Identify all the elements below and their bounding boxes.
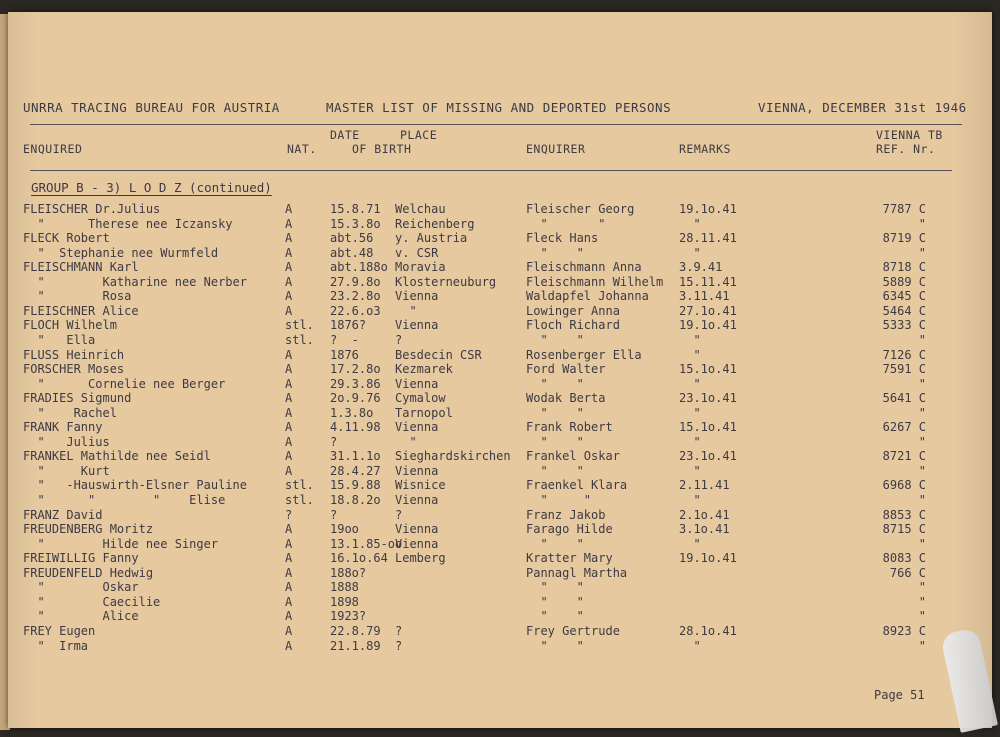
entry-remarks: 28.11.41: [679, 231, 737, 246]
entry-place: Vienna: [395, 522, 439, 537]
entry-name: " Hilde nee Singer: [23, 536, 219, 551]
table-row: [8, 566, 992, 581]
entry-place: Kezmarek: [395, 362, 453, 377]
entry-enquirer: Ford Walter: [526, 362, 606, 377]
entry-name: " Stephanie nee Wurmfeld: [23, 245, 219, 260]
entry-nat: A: [285, 362, 293, 377]
entry-remarks: 23.1o.41: [679, 449, 737, 464]
entry-date: 17.2.8o: [330, 362, 381, 377]
col-ref-2: REF. Nr.: [876, 142, 936, 156]
entry-enquirer: " ": [526, 463, 584, 478]
entry-nat: A: [285, 522, 293, 537]
entry-place: ?: [395, 507, 403, 522]
entry-remarks: 28.1o.41: [679, 623, 737, 638]
entry-name: " " " Elise: [23, 493, 226, 507]
entry-enquirer: " ": [526, 405, 584, 420]
entry-date: ?: [330, 434, 338, 449]
entry-place: Vienna: [395, 493, 439, 507]
entry-nat: ?: [285, 507, 293, 522]
entry-ref: ": [918, 376, 926, 391]
entry-place: Vienna: [395, 289, 439, 304]
entry-date: 15.3.8o: [330, 216, 381, 231]
col-place: PLACE: [400, 128, 438, 142]
entry-enquirer: Kratter Mary: [526, 551, 613, 566]
entry-enquirer: Pannagl Martha: [526, 565, 628, 580]
entry-name: FRANK Fanny: [23, 420, 103, 435]
entry-ref: 7787 C: [882, 202, 926, 216]
header-rule: [30, 124, 962, 125]
entry-place: Vienna: [395, 318, 439, 333]
entry-name: " Irma: [23, 638, 89, 653]
entry-ref: 5641 C: [882, 391, 926, 406]
entry-nat: A: [285, 347, 293, 362]
entry-place: Wisnice: [395, 478, 446, 493]
entry-ref: 8083 C: [882, 551, 926, 566]
entry-place: y. Austria: [395, 231, 468, 246]
entry-date: 1876?: [330, 318, 367, 333]
entry-date: 28.4.27: [330, 463, 381, 478]
entry-enquirer: " ": [526, 332, 584, 347]
entry-nat: A: [285, 303, 293, 318]
table-row: [8, 537, 992, 552]
entry-enquirer: " ": [526, 609, 584, 624]
document-page: [8, 12, 992, 728]
entry-nat: A: [285, 565, 293, 580]
col-remarks: REMARKS: [679, 142, 731, 156]
entry-remarks: ": [679, 347, 701, 362]
entry-name: " Kurt: [23, 463, 110, 478]
entry-name: FLEISCHMANN Karl: [23, 260, 139, 275]
table-row: [8, 522, 992, 537]
entry-date: 22.6.o3: [330, 303, 381, 318]
entry-place: Moravia: [395, 260, 446, 275]
entry-name: FORSCHER Moses: [23, 362, 125, 377]
entry-name: " Oskar: [23, 580, 139, 595]
entry-remarks: ": [679, 434, 701, 449]
table-row: [8, 464, 992, 479]
entry-name: FREY Eugen: [23, 623, 96, 638]
table-row: [8, 435, 992, 450]
col-ref-1: VIENNA TB: [876, 128, 943, 142]
entry-remarks: 3.11.41: [679, 289, 730, 304]
entry-remarks: 19.1o.41: [679, 551, 737, 566]
entry-ref: ": [918, 609, 926, 624]
header-date: VIENNA, DECEMBER 31st 1946: [758, 100, 967, 115]
entry-ref: 8721 C: [882, 449, 926, 464]
entry-ref: ": [918, 638, 926, 653]
entry-enquirer: " ": [526, 376, 584, 391]
entry-date: 13.1.85-oo: [330, 536, 403, 551]
entry-enquirer: Franz Jakob: [526, 507, 606, 522]
entry-ref: ": [918, 493, 926, 507]
entry-nat: A: [285, 405, 293, 420]
entry-remarks: 3.9.41: [679, 260, 723, 275]
entry-nat: A: [285, 260, 293, 275]
entry-date: ?: [330, 507, 338, 522]
entry-name: " Caecilie: [23, 594, 161, 609]
entry-ref: 8719 C: [882, 231, 926, 246]
table-row: [8, 318, 992, 333]
entry-name: " Alice: [23, 609, 139, 624]
entry-nat: A: [285, 463, 293, 478]
entry-remarks: 15.11.41: [679, 274, 737, 289]
entry-place: Vienna: [395, 463, 439, 478]
table-row: [8, 551, 992, 566]
entry-enquirer: Lowinger Anna: [526, 303, 620, 318]
entry-nat: A: [285, 434, 293, 449]
entry-nat: A: [285, 376, 293, 391]
entry-date: 1898: [330, 594, 359, 609]
entry-name: " Ella: [23, 332, 96, 347]
entry-ref: 6968 C: [882, 478, 926, 493]
entry-name: " Therese nee Iczansky: [23, 216, 233, 231]
table-row: [8, 624, 992, 639]
entry-ref: ": [918, 463, 926, 478]
table-row: [8, 377, 992, 392]
entry-date: 15.8.71: [330, 202, 381, 216]
entry-date: 1876: [330, 347, 359, 362]
entry-remarks: 27.1o.41: [679, 303, 737, 318]
table-row: [8, 246, 992, 261]
table-row: [8, 609, 992, 624]
entry-nat: A: [285, 551, 293, 566]
entry-enquirer: Waldapfel Johanna: [526, 289, 649, 304]
entry-remarks: 19.1o.41: [679, 202, 737, 216]
entry-date: 16.1o.64: [330, 551, 388, 566]
entry-nat: A: [285, 536, 293, 551]
entry-remarks: ": [679, 405, 701, 420]
entry-date: 1888: [330, 580, 359, 595]
entry-name: FREUDENFELD Hedwig: [23, 565, 154, 580]
entry-ref: 7126 C: [882, 347, 926, 362]
col-of-birth: OF BIRTH: [352, 142, 412, 156]
entry-ref: ": [918, 216, 926, 231]
entry-remarks: ": [679, 376, 701, 391]
entry-ref: 8715 C: [882, 522, 926, 537]
entry-ref: ": [918, 434, 926, 449]
entry-ref: 5464 C: [882, 303, 926, 318]
header-organization: UNRRA TRACING BUREAU FOR AUSTRIA: [23, 100, 280, 115]
entry-enquirer: Fleck Hans: [526, 231, 599, 246]
table-row: [8, 202, 992, 217]
entry-nat: A: [285, 449, 293, 464]
table-row: [8, 260, 992, 275]
entry-enquirer: Fleischmann Anna: [526, 260, 642, 275]
entry-name: FREUDENBERG Moritz: [23, 522, 154, 537]
entry-name: " Julius: [23, 434, 110, 449]
entry-ref: ": [918, 536, 926, 551]
entry-date: 18.8.2o: [330, 493, 381, 507]
table-row: [8, 420, 992, 435]
entry-date: 19oo: [330, 522, 359, 537]
entry-enquirer: " ": [526, 493, 592, 507]
entry-enquirer: " ": [526, 580, 584, 595]
entry-enquirer: Farago Hilde: [526, 522, 613, 537]
entry-enquirer: " ": [526, 638, 584, 653]
entry-remarks: ": [679, 463, 701, 478]
entry-remarks: 23.1o.41: [679, 391, 737, 406]
table-row: [8, 449, 992, 464]
entry-remarks: 3.1o.41: [679, 522, 730, 537]
page-number: Page 51: [874, 688, 925, 702]
entry-nat: A: [285, 231, 293, 246]
table-row: [8, 580, 992, 595]
entry-nat: A: [285, 216, 293, 231]
entry-remarks: 2.1o.41: [679, 507, 730, 522]
entry-date: 188o?: [330, 565, 367, 580]
entry-place: v. CSR: [395, 245, 439, 260]
table-row: [8, 231, 992, 246]
entry-date: 15.9.88: [330, 478, 381, 493]
entry-place: Vienna: [395, 376, 439, 391]
entry-date: 4.11.98: [330, 420, 381, 435]
table-row: [8, 508, 992, 523]
entry-enquirer: " ": [526, 216, 606, 231]
entry-name: " Rachel: [23, 405, 117, 420]
entry-name: FLEISCHER Dr.Julius: [23, 202, 161, 216]
entry-ref: ": [918, 594, 926, 609]
entry-nat: A: [285, 609, 293, 624]
entry-ref: 5889 C: [882, 274, 926, 289]
table-row: [8, 391, 992, 406]
entry-ref: 766 C: [889, 565, 926, 580]
table-row: [8, 304, 992, 319]
entry-enquirer: Frankel Oskar: [526, 449, 620, 464]
entry-date: 22.8.79: [330, 623, 381, 638]
entry-name: FLEISCHNER Alice: [23, 303, 139, 318]
entry-enquirer: Frey Gertrude: [526, 623, 620, 638]
entry-remarks: 15.1o.41: [679, 420, 737, 435]
entry-date: 31.1.1o: [330, 449, 381, 464]
entry-ref: 5333 C: [882, 318, 926, 333]
entry-date: ? -: [330, 332, 359, 347]
entry-enquirer: Floch Richard: [526, 318, 620, 333]
entry-name: FREIWILLIG Fanny: [23, 551, 139, 566]
entry-name: FLECK Robert: [23, 231, 110, 246]
entry-name: FRANZ David: [23, 507, 103, 522]
entry-enquirer: " ": [526, 536, 584, 551]
table-row: [8, 275, 992, 290]
group-title: GROUP B - 3) L O D Z (continued): [31, 180, 272, 195]
entry-name: " Cornelie nee Berger: [23, 376, 226, 391]
entry-place: Besdecin CSR: [395, 347, 482, 362]
table-row: [8, 217, 992, 232]
table-row: [8, 493, 992, 508]
entry-nat: stl.: [285, 493, 314, 507]
entry-place: Lemberg: [395, 551, 446, 566]
entry-place: Welchau: [395, 202, 446, 216]
col-nat: NAT.: [287, 142, 317, 156]
entry-remarks: 19.1o.41: [679, 318, 737, 333]
col-date: DATE: [330, 128, 360, 142]
entry-ref: 8853 C: [882, 507, 926, 522]
entry-nat: A: [285, 420, 293, 435]
entry-name: FLOCH Wilhelm: [23, 318, 117, 333]
entry-date: 1923?: [330, 609, 367, 624]
entry-date: abt.48: [330, 245, 374, 260]
entry-enquirer: Fraenkel Klara: [526, 478, 628, 493]
table-row: [8, 348, 992, 363]
entry-ref: 6267 C: [882, 420, 926, 435]
entry-enquirer: Fleischer Georg: [526, 202, 635, 216]
table-row: [8, 289, 992, 304]
col-enquirer: ENQUIRER: [526, 142, 586, 156]
entry-nat: stl.: [285, 318, 314, 333]
entry-nat: A: [285, 391, 293, 406]
entry-name: " Rosa: [23, 289, 132, 304]
entry-date: abt.56: [330, 231, 374, 246]
entry-remarks: ": [679, 536, 701, 551]
entry-date: 29.3.86: [330, 376, 381, 391]
table-row: [8, 333, 992, 348]
table-row: [8, 639, 992, 654]
entry-ref: ": [918, 332, 926, 347]
entry-enquirer: " ": [526, 594, 584, 609]
entry-remarks: 15.1o.41: [679, 362, 737, 377]
entry-place: Sieghardskirchen: [395, 449, 511, 464]
entry-remarks: ": [679, 245, 701, 260]
entry-enquirer: Wodak Berta: [526, 391, 606, 406]
entry-name: FLUSS Heinrich: [23, 347, 125, 362]
entry-ref: 8923 C: [882, 623, 926, 638]
entry-enquirer: Fleischmann Wilhelm: [526, 274, 664, 289]
entry-remarks: ": [679, 638, 701, 653]
entry-date: 1.3.8o: [330, 405, 374, 420]
entry-ref: 7591 C: [882, 362, 926, 377]
col-enquired: ENQUIRED: [23, 142, 83, 156]
entry-place: ": [395, 434, 417, 449]
entry-ref: 6345 C: [882, 289, 926, 304]
entry-place: ?: [395, 638, 403, 653]
entry-date: 27.9.8o: [330, 274, 381, 289]
entry-nat: stl.: [285, 478, 314, 493]
entry-remarks: ": [679, 493, 701, 507]
entry-name: " -Hauswirth-Elsner Pauline: [23, 478, 247, 493]
entry-place: Vienna: [395, 536, 439, 551]
entry-date: abt.188o: [330, 260, 388, 275]
entry-nat: A: [285, 245, 293, 260]
entry-nat: A: [285, 274, 293, 289]
entry-nat: A: [285, 594, 293, 609]
entry-remarks: ": [679, 332, 701, 347]
entry-name: FRANKEL Mathilde nee Seidl: [23, 449, 211, 464]
entry-place: Cymalow: [395, 391, 446, 406]
entry-name: " Katharine nee Nerber: [23, 274, 247, 289]
entry-name: FRADIES Sigmund: [23, 391, 132, 406]
entry-nat: stl.: [285, 332, 314, 347]
entry-place: Tarnopol: [395, 405, 453, 420]
entry-remarks: ": [679, 216, 701, 231]
entry-enquirer: Frank Robert: [526, 420, 613, 435]
column-header-rule: [30, 170, 952, 171]
table-row: [8, 406, 992, 421]
entry-nat: A: [285, 580, 293, 595]
entry-enquirer: " ": [526, 434, 584, 449]
entry-remarks: 2.11.41: [679, 478, 730, 493]
header-list-title: MASTER LIST OF MISSING AND DEPORTED PERSONS: [326, 100, 672, 115]
entry-place: Klosterneuburg: [395, 274, 497, 289]
entry-ref: 8718 C: [882, 260, 926, 275]
entry-place: ?: [395, 623, 403, 638]
entry-place: Reichenberg: [395, 216, 475, 231]
entry-place: ?: [395, 332, 403, 347]
table-row: [8, 478, 992, 493]
entry-ref: ": [918, 245, 926, 260]
entry-nat: A: [285, 623, 293, 638]
entry-enquirer: " ": [526, 245, 584, 260]
entry-nat: A: [285, 638, 293, 653]
entry-date: 23.2.8o: [330, 289, 381, 304]
entry-date: 2o.9.76: [330, 391, 381, 406]
entry-nat: A: [285, 289, 293, 304]
entry-ref: ": [918, 405, 926, 420]
table-row: [8, 595, 992, 610]
entry-place: Vienna: [395, 420, 439, 435]
entry-nat: A: [285, 202, 293, 216]
table-row: [8, 362, 992, 377]
entry-place: ": [395, 303, 417, 318]
entry-enquirer: Rosenberger Ella: [526, 347, 642, 362]
entry-ref: ": [918, 580, 926, 595]
entry-date: 21.1.89: [330, 638, 381, 653]
